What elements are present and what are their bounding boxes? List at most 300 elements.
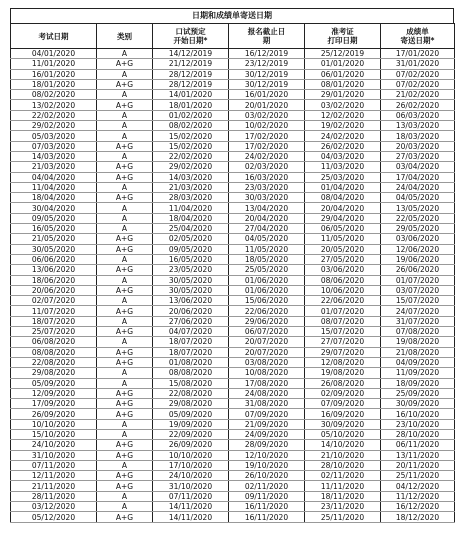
report-mailing-cell: 27/03/2020 <box>381 151 455 161</box>
table-row <box>11 440 455 450</box>
oral-start-cell: 15/02/2020 <box>153 131 229 141</box>
oral-start-cell: 22/09/2020 <box>153 429 229 439</box>
oral-start-cell: 26/09/2020 <box>153 440 229 450</box>
exam-date-cell: 07/11/2020 <box>11 460 97 470</box>
registration-deadline-cell: 13/04/2020 <box>229 203 305 213</box>
header-report-mailing-line2: 寄送日期* <box>400 36 435 45</box>
report-mailing-cell: 26/02/2020 <box>381 100 455 110</box>
registration-deadline-cell: 19/10/2020 <box>229 460 305 470</box>
registration-deadline-cell: 15/06/2020 <box>229 296 305 306</box>
table-body <box>11 49 455 523</box>
table-row <box>11 182 455 192</box>
registration-deadline-cell: 30/12/2019 <box>229 79 305 89</box>
exam-date-cell: 18/01/2020 <box>11 79 97 89</box>
admission-print-cell: 08/06/2020 <box>305 275 381 285</box>
exam-date-cell: 05/12/2020 <box>11 512 97 522</box>
exam-date-cell: 03/12/2020 <box>11 502 97 512</box>
admission-print-cell: 16/09/2020 <box>305 409 381 419</box>
oral-start-cell: 30/05/2020 <box>153 275 229 285</box>
registration-deadline-cell: 20/04/2020 <box>229 213 305 223</box>
registration-deadline-cell: 11/05/2020 <box>229 244 305 254</box>
registration-deadline-cell: 09/11/2020 <box>229 491 305 501</box>
exam-date-cell: 08/02/2020 <box>11 90 97 100</box>
oral-start-cell: 08/08/2020 <box>153 368 229 378</box>
admission-print-cell: 28/10/2020 <box>305 460 381 470</box>
table-row <box>11 265 455 275</box>
exam-date-cell: 18/04/2020 <box>11 193 97 203</box>
category-cell: A <box>97 121 153 131</box>
admission-print-cell: 12/08/2020 <box>305 357 381 367</box>
table-title: 日期和成绩单寄送日期 <box>10 8 454 23</box>
registration-deadline-cell: 07/09/2020 <box>229 409 305 419</box>
category-cell: A+G <box>97 100 153 110</box>
report-mailing-cell: 26/06/2020 <box>381 265 455 275</box>
oral-start-cell: 21/03/2020 <box>153 182 229 192</box>
report-mailing-cell: 25/11/2020 <box>381 471 455 481</box>
oral-start-cell: 19/09/2020 <box>153 419 229 429</box>
category-cell: A <box>97 337 153 347</box>
admission-print-cell: 25/12/2019 <box>305 49 381 59</box>
admission-print-cell: 27/05/2020 <box>305 254 381 264</box>
oral-start-cell: 24/10/2020 <box>153 471 229 481</box>
category-cell: A <box>97 69 153 79</box>
exam-date-cell: 11/07/2020 <box>11 306 97 316</box>
report-mailing-cell: 21/08/2020 <box>381 347 455 357</box>
category-cell: A+G <box>97 306 153 316</box>
admission-print-cell: 22/06/2020 <box>305 296 381 306</box>
table-row <box>11 100 455 110</box>
table-row <box>11 59 455 69</box>
category-cell: A+G <box>97 172 153 182</box>
report-mailing-cell: 17/04/2020 <box>381 172 455 182</box>
registration-deadline-cell: 04/05/2020 <box>229 234 305 244</box>
report-mailing-cell: 31/01/2020 <box>381 59 455 69</box>
category-cell: A+G <box>97 327 153 337</box>
report-mailing-cell: 18/12/2020 <box>381 512 455 522</box>
category-cell: A <box>97 296 153 306</box>
registration-deadline-cell: 03/08/2020 <box>229 357 305 367</box>
report-mailing-cell: 22/05/2020 <box>381 213 455 223</box>
registration-deadline-cell: 23/12/2019 <box>229 59 305 69</box>
registration-deadline-cell: 17/02/2020 <box>229 141 305 151</box>
registration-deadline-cell: 31/08/2020 <box>229 399 305 409</box>
table-row <box>11 275 455 285</box>
category-cell: A <box>97 224 153 234</box>
exam-date-cell: 16/01/2020 <box>11 69 97 79</box>
oral-start-cell: 29/08/2020 <box>153 399 229 409</box>
category-cell: A+G <box>97 399 153 409</box>
category-cell: A <box>97 182 153 192</box>
registration-deadline-cell: 06/07/2020 <box>229 327 305 337</box>
header-admission-print <box>305 24 381 49</box>
admission-print-cell: 20/05/2020 <box>305 244 381 254</box>
table-row <box>11 460 455 470</box>
report-mailing-cell: 13/05/2020 <box>381 203 455 213</box>
category-cell: A <box>97 254 153 264</box>
admission-print-cell: 29/01/2020 <box>305 90 381 100</box>
category-cell: A+G <box>97 265 153 275</box>
admission-print-cell: 08/01/2020 <box>305 79 381 89</box>
header-oral-start-line1: 口试预定 <box>175 27 206 36</box>
exam-date-cell: 21/05/2020 <box>11 234 97 244</box>
category-cell: A <box>97 203 153 213</box>
admission-print-cell: 23/11/2020 <box>305 502 381 512</box>
report-mailing-cell: 07/02/2020 <box>381 79 455 89</box>
admission-print-cell: 20/04/2020 <box>305 203 381 213</box>
category-cell: A <box>97 275 153 285</box>
report-mailing-cell: 21/02/2020 <box>381 90 455 100</box>
category-cell: A <box>97 502 153 512</box>
admission-print-cell: 15/07/2020 <box>305 327 381 337</box>
exam-date-cell: 31/10/2020 <box>11 450 97 460</box>
table-row <box>11 316 455 326</box>
report-mailing-cell: 03/07/2020 <box>381 285 455 295</box>
admission-print-cell: 25/11/2020 <box>305 512 381 522</box>
exam-dates-table <box>10 23 455 523</box>
exam-date-cell: 08/08/2020 <box>11 347 97 357</box>
table-row <box>11 69 455 79</box>
report-mailing-cell: 15/07/2020 <box>381 296 455 306</box>
category-cell: A+G <box>97 234 153 244</box>
category-cell: A <box>97 90 153 100</box>
header-admission-print-line2: 打印日期 <box>327 36 358 45</box>
exam-date-cell: 25/07/2020 <box>11 327 97 337</box>
oral-start-cell: 27/06/2020 <box>153 316 229 326</box>
header-registration-deadline-line1: 报名截止日 <box>247 27 286 36</box>
exam-date-cell: 16/05/2020 <box>11 224 97 234</box>
admission-print-cell: 11/11/2020 <box>305 481 381 491</box>
oral-start-cell: 14/11/2020 <box>153 502 229 512</box>
oral-start-cell: 14/11/2020 <box>153 512 229 522</box>
oral-start-cell: 15/02/2020 <box>153 141 229 151</box>
exam-date-cell: 17/09/2020 <box>11 399 97 409</box>
report-mailing-cell: 18/09/2020 <box>381 378 455 388</box>
exam-date-cell: 11/01/2020 <box>11 59 97 69</box>
exam-date-cell: 13/06/2020 <box>11 265 97 275</box>
report-mailing-cell: 17/01/2020 <box>381 49 455 59</box>
header-category <box>97 24 153 49</box>
oral-start-cell: 01/08/2020 <box>153 357 229 367</box>
exam-date-cell: 07/03/2020 <box>11 141 97 151</box>
table-row <box>11 388 455 398</box>
admission-print-cell: 08/07/2020 <box>305 316 381 326</box>
table-row <box>11 481 455 491</box>
exam-date-cell: 21/03/2020 <box>11 162 97 172</box>
category-cell: A+G <box>97 409 153 419</box>
report-mailing-cell: 31/07/2020 <box>381 316 455 326</box>
exam-date-cell: 14/03/2020 <box>11 151 97 161</box>
exam-date-cell: 02/07/2020 <box>11 296 97 306</box>
category-cell: A+G <box>97 162 153 172</box>
exam-date-cell: 04/01/2020 <box>11 49 97 59</box>
registration-deadline-cell: 24/08/2020 <box>229 388 305 398</box>
header-exam-date-label: 考试日期 <box>38 31 69 41</box>
report-mailing-cell: 01/07/2020 <box>381 275 455 285</box>
registration-deadline-cell: 20/07/2020 <box>229 347 305 357</box>
category-cell: A <box>97 460 153 470</box>
oral-start-cell: 28/12/2019 <box>153 69 229 79</box>
exam-date-cell: 29/02/2020 <box>11 121 97 131</box>
exam-date-cell: 05/03/2020 <box>11 131 97 141</box>
registration-deadline-cell: 24/02/2020 <box>229 151 305 161</box>
category-cell: A+G <box>97 285 153 295</box>
oral-start-cell: 25/04/2020 <box>153 224 229 234</box>
table-row <box>11 450 455 460</box>
table-row <box>11 347 455 357</box>
table-row <box>11 285 455 295</box>
category-cell: A <box>97 151 153 161</box>
registration-deadline-cell: 25/05/2020 <box>229 265 305 275</box>
exam-date-cell: 15/10/2020 <box>11 429 97 439</box>
table-row <box>11 79 455 89</box>
header-category-label: 类别 <box>117 31 132 41</box>
admission-print-cell: 30/09/2020 <box>305 419 381 429</box>
exam-date-cell: 06/06/2020 <box>11 254 97 264</box>
admission-print-cell: 24/02/2020 <box>305 131 381 141</box>
category-cell: A+G <box>97 79 153 89</box>
table-row <box>11 409 455 419</box>
registration-deadline-cell: 30/12/2019 <box>229 69 305 79</box>
admission-print-cell: 26/02/2020 <box>305 141 381 151</box>
header-oral-start <box>153 24 229 49</box>
oral-start-cell: 14/01/2020 <box>153 90 229 100</box>
registration-deadline-cell: 28/09/2020 <box>229 440 305 450</box>
category-cell: A+G <box>97 440 153 450</box>
exam-date-cell: 04/04/2020 <box>11 172 97 182</box>
oral-start-cell: 28/12/2019 <box>153 79 229 89</box>
registration-deadline-cell: 12/10/2020 <box>229 450 305 460</box>
oral-start-cell: 17/10/2020 <box>153 460 229 470</box>
category-cell: A+G <box>97 388 153 398</box>
exam-date-cell: 22/08/2020 <box>11 357 97 367</box>
report-mailing-cell: 20/03/2020 <box>381 141 455 151</box>
report-mailing-cell: 20/11/2020 <box>381 460 455 470</box>
category-cell: A+G <box>97 450 153 460</box>
category-cell: A <box>97 429 153 439</box>
exam-date-cell: 30/05/2020 <box>11 244 97 254</box>
report-mailing-cell: 11/12/2020 <box>381 491 455 501</box>
admission-print-cell: 10/06/2020 <box>305 285 381 295</box>
category-cell: A <box>97 49 153 59</box>
report-mailing-cell: 04/09/2020 <box>381 357 455 367</box>
category-cell: A+G <box>97 59 153 69</box>
registration-deadline-cell: 24/09/2020 <box>229 429 305 439</box>
registration-deadline-cell: 30/03/2020 <box>229 193 305 203</box>
category-cell: A+G <box>97 481 153 491</box>
table-row <box>11 172 455 182</box>
header-row <box>11 24 455 49</box>
report-mailing-cell: 29/05/2020 <box>381 224 455 234</box>
report-mailing-cell: 25/09/2020 <box>381 388 455 398</box>
oral-start-cell: 04/07/2020 <box>153 327 229 337</box>
admission-print-cell: 19/02/2020 <box>305 121 381 131</box>
oral-start-cell: 20/06/2020 <box>153 306 229 316</box>
registration-deadline-cell: 16/03/2020 <box>229 172 305 182</box>
category-cell: A <box>97 213 153 223</box>
registration-deadline-cell: 29/06/2020 <box>229 316 305 326</box>
header-exam-date <box>11 24 97 49</box>
registration-deadline-cell: 22/06/2020 <box>229 306 305 316</box>
header-registration-deadline <box>229 24 305 49</box>
registration-deadline-cell: 18/05/2020 <box>229 254 305 264</box>
oral-start-cell: 31/10/2020 <box>153 481 229 491</box>
category-cell: A <box>97 491 153 501</box>
table-row <box>11 193 455 203</box>
oral-start-cell: 10/10/2020 <box>153 450 229 460</box>
exam-date-cell: 28/11/2020 <box>11 491 97 501</box>
report-mailing-cell: 18/03/2020 <box>381 131 455 141</box>
header-admission-print-line1: 准考证 <box>331 27 354 36</box>
exam-date-cell: 20/06/2020 <box>11 285 97 295</box>
registration-deadline-cell: 17/02/2020 <box>229 131 305 141</box>
oral-start-cell: 22/02/2020 <box>153 151 229 161</box>
oral-start-cell: 30/05/2020 <box>153 285 229 295</box>
table-row <box>11 131 455 141</box>
report-mailing-cell: 12/06/2020 <box>381 244 455 254</box>
oral-start-cell: 28/03/2020 <box>153 193 229 203</box>
table-row <box>11 121 455 131</box>
admission-print-cell: 06/01/2020 <box>305 69 381 79</box>
registration-deadline-cell: 26/10/2020 <box>229 471 305 481</box>
registration-deadline-cell: 01/06/2020 <box>229 285 305 295</box>
table-row <box>11 254 455 264</box>
admission-print-cell: 19/08/2020 <box>305 368 381 378</box>
report-mailing-cell: 11/09/2020 <box>381 368 455 378</box>
oral-start-cell: 05/09/2020 <box>153 409 229 419</box>
category-cell: A+G <box>97 347 153 357</box>
category-cell: A+G <box>97 193 153 203</box>
table-row <box>11 337 455 347</box>
registration-deadline-cell: 21/09/2020 <box>229 419 305 429</box>
table-row <box>11 151 455 161</box>
exam-date-cell: 11/04/2020 <box>11 182 97 192</box>
exam-date-cell: 21/11/2020 <box>11 481 97 491</box>
admission-print-cell: 27/07/2020 <box>305 337 381 347</box>
oral-start-cell: 14/12/2019 <box>153 49 229 59</box>
admission-print-cell: 02/09/2020 <box>305 388 381 398</box>
oral-start-cell: 01/02/2020 <box>153 110 229 120</box>
oral-start-cell: 07/11/2020 <box>153 491 229 501</box>
admission-print-cell: 05/10/2020 <box>305 429 381 439</box>
registration-deadline-cell: 03/02/2020 <box>229 110 305 120</box>
table-row <box>11 512 455 522</box>
exam-date-cell: 12/11/2020 <box>11 471 97 481</box>
report-mailing-cell: 03/04/2020 <box>381 162 455 172</box>
category-cell: A+G <box>97 244 153 254</box>
header-report-mailing-line1: 成绩单 <box>406 27 429 36</box>
registration-deadline-cell: 01/06/2020 <box>229 275 305 285</box>
category-cell: A <box>97 316 153 326</box>
exam-date-cell: 24/10/2020 <box>11 440 97 450</box>
exam-date-cell: 18/07/2020 <box>11 316 97 326</box>
admission-print-cell: 12/02/2020 <box>305 110 381 120</box>
oral-start-cell: 22/08/2020 <box>153 388 229 398</box>
oral-start-cell: 18/07/2020 <box>153 347 229 357</box>
category-cell: A <box>97 419 153 429</box>
table-row <box>11 368 455 378</box>
table-row <box>11 110 455 120</box>
admission-print-cell: 07/09/2020 <box>305 399 381 409</box>
table-row <box>11 141 455 151</box>
report-mailing-cell: 19/08/2020 <box>381 337 455 347</box>
table-row <box>11 357 455 367</box>
table-row <box>11 162 455 172</box>
oral-start-cell: 14/03/2020 <box>153 172 229 182</box>
category-cell: A <box>97 378 153 388</box>
admission-print-cell: 18/11/2020 <box>305 491 381 501</box>
oral-start-cell: 16/05/2020 <box>153 254 229 264</box>
table-row <box>11 296 455 306</box>
registration-deadline-cell: 16/11/2020 <box>229 512 305 522</box>
exam-date-cell: 29/08/2020 <box>11 368 97 378</box>
report-mailing-cell: 24/04/2020 <box>381 182 455 192</box>
registration-deadline-cell: 27/04/2020 <box>229 224 305 234</box>
admission-print-cell: 02/11/2020 <box>305 471 381 481</box>
report-mailing-cell: 07/02/2020 <box>381 69 455 79</box>
admission-print-cell: 03/02/2020 <box>305 100 381 110</box>
oral-start-cell: 18/07/2020 <box>153 337 229 347</box>
exam-date-cell: 12/09/2020 <box>11 388 97 398</box>
oral-start-cell: 23/05/2020 <box>153 265 229 275</box>
table-row <box>11 306 455 316</box>
registration-deadline-cell: 23/03/2020 <box>229 182 305 192</box>
table-row <box>11 419 455 429</box>
report-mailing-cell: 03/06/2020 <box>381 234 455 244</box>
registration-deadline-cell: 16/11/2020 <box>229 502 305 512</box>
report-mailing-cell: 30/09/2020 <box>381 399 455 409</box>
category-cell: A+G <box>97 471 153 481</box>
report-mailing-cell: 13/03/2020 <box>381 121 455 131</box>
oral-start-cell: 29/02/2020 <box>153 162 229 172</box>
registration-deadline-cell: 16/01/2020 <box>229 90 305 100</box>
table-row <box>11 213 455 223</box>
registration-deadline-cell: 02/03/2020 <box>229 162 305 172</box>
table-row <box>11 429 455 439</box>
oral-start-cell: 21/12/2019 <box>153 59 229 69</box>
table-row <box>11 491 455 501</box>
report-mailing-cell: 04/12/2020 <box>381 481 455 491</box>
header-oral-start-line2: 开始日期* <box>173 36 208 45</box>
exam-date-cell: 05/09/2020 <box>11 378 97 388</box>
exam-dates-sheet <box>10 8 454 523</box>
report-mailing-cell: 13/11/2020 <box>381 450 455 460</box>
header-registration-deadline-line2: 期 <box>262 36 271 45</box>
report-mailing-cell: 07/08/2020 <box>381 327 455 337</box>
report-mailing-cell: 04/05/2020 <box>381 193 455 203</box>
admission-print-cell: 08/04/2020 <box>305 193 381 203</box>
admission-print-cell: 04/03/2020 <box>305 151 381 161</box>
admission-print-cell: 14/10/2020 <box>305 440 381 450</box>
registration-deadline-cell: 20/07/2020 <box>229 337 305 347</box>
admission-print-cell: 11/05/2020 <box>305 234 381 244</box>
table-row <box>11 90 455 100</box>
admission-print-cell: 03/06/2020 <box>305 265 381 275</box>
exam-date-cell: 18/06/2020 <box>11 275 97 285</box>
table-row <box>11 399 455 409</box>
oral-start-cell: 18/01/2020 <box>153 100 229 110</box>
table-row <box>11 49 455 59</box>
exam-date-cell: 26/09/2020 <box>11 409 97 419</box>
category-cell: A <box>97 368 153 378</box>
report-mailing-cell: 28/10/2020 <box>381 429 455 439</box>
oral-start-cell: 11/04/2020 <box>153 203 229 213</box>
exam-date-cell: 22/02/2020 <box>11 110 97 120</box>
exam-date-cell: 06/08/2020 <box>11 337 97 347</box>
table-row <box>11 244 455 254</box>
report-mailing-cell: 06/11/2020 <box>381 440 455 450</box>
report-mailing-cell: 16/10/2020 <box>381 409 455 419</box>
report-mailing-cell: 23/10/2020 <box>381 419 455 429</box>
